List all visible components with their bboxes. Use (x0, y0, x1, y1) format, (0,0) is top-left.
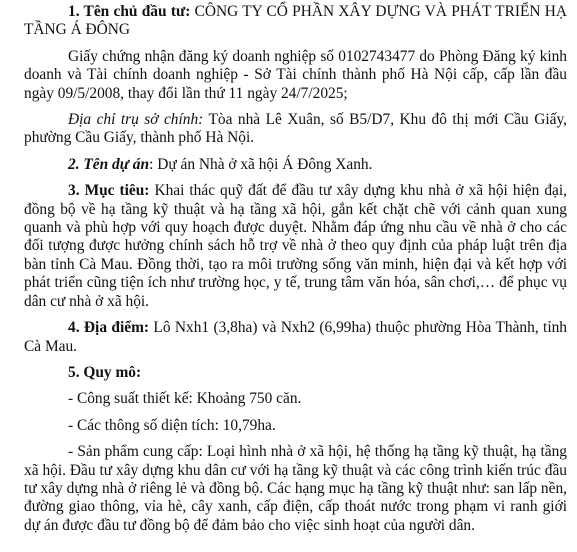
address-label: Địa chỉ trụ sở chính: (68, 111, 204, 129)
scale-heading: 5. Quy mô: (68, 363, 142, 381)
project-sep: : (149, 155, 154, 173)
objective-text: Khai thác quỹ đất để đầu tư xây dựng khu nhà ở xã hội hiện đại, đồng bộ về hạ tầng kỹ thuật và hạ tầng xã hội, gắn kết chặt chẽ với cảnh quan xung quanh và phù hợp với quy hoạch được duyệt. Nhằm đáp ứng nhu cầu về nhà ở cho các đối tượng được hưởng chính sách hỗ trợ về nhà ở theo quy định của pháp luật trên địa bàn tỉnh Cà Mau. Đồng thời, tạo ra môi trường sống văn minh, hiện đại và kết hợp với phát triển cũng tiện ích như trường học, y tế, trung tâm văn hóa, sân chơi,… để phục vụ dân cư nhà ở xã hội. (24, 182, 567, 310)
address-text: Tòa nhà Lê Xuân, số B5/D7, Khu đô thị mới Cầu Giấy, phường Cầu Giấy, thành phố Hà Nội. (24, 111, 567, 147)
area-item: - Các thông số diện tích: 10,79ha. (68, 416, 276, 434)
certificate-paragraph: Giấy chứng nhận đăng ký doanh nghiệp số 0102743477 do Phòng Đăng ký kinh doanh và Tài chính doanh nghiệp - Sở Tài chính thành phố Hà Nội cấp, cấp lần đầu ngày 09/5/2008, thay đổi lần thứ 11 ngày 24/7/2025; (24, 47, 567, 102)
location-heading: 4. Địa điểm: (68, 319, 150, 337)
objective-heading: 3. Mục tiêu: (68, 182, 150, 200)
products-item: - Sản phẩm cung cấp: Loại hình nhà ở xã hội, hệ thống hạ tầng kỹ thuật, hạ tầng xã hội. Đầu tư xây dựng khu dân cư với hạ tầng kỹ thuật và các công trình kiến trúc đầu tư xây dựng nhà ở riêng lẻ và đồng bộ. Các hạng mục hạ tầng kỹ thuật như: san lấp nền, đường giao thông, vỉa hè, cây xanh, cấp điện, cấp thoát nước trong phạm vi ranh giới dự án được đầu tư đồng bộ để đảm bảo cho việc sinh hoạt của người dân. (24, 443, 567, 534)
investor-name: CÔNG TY CỔ PHẦN XÂY DỰNG VÀ PHÁT TRIỂN HẠ TẦNG Á ĐÔNG (24, 3, 567, 39)
project-name: Dự án Nhà ở xã hội Á Đông Xanh. (157, 155, 373, 173)
project-paragraph (24, 156, 567, 174)
location-paragraph (24, 319, 567, 356)
project-heading: 2. Tên dự án (68, 155, 150, 173)
capacity-item: - Công suất thiết kế: Khoảng 750 căn. (68, 390, 302, 408)
objective-paragraph (24, 182, 567, 311)
investor-heading: 1. Tên chủ đầu tư: (68, 3, 191, 20)
address-paragraph (24, 111, 567, 148)
investor-paragraph (24, 3, 567, 40)
location-text: Lô Nxh1 (3,8ha) và Nxh2 (6,99ha) thuộc phường Hòa Thành, tỉnh Cà Mau. (24, 319, 567, 355)
